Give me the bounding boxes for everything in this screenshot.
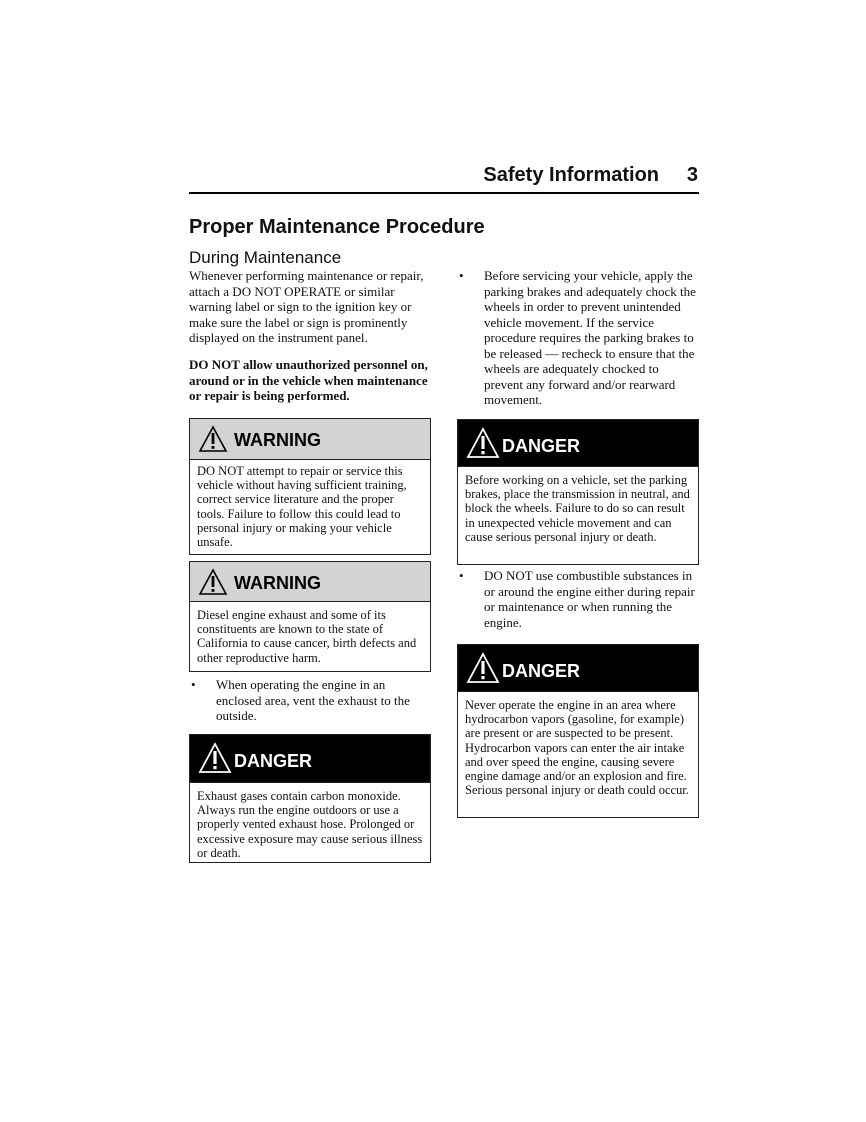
- danger-header: [458, 645, 698, 692]
- danger-body: [458, 467, 698, 548]
- danger-header: [190, 735, 430, 783]
- danger-box-hydrocarbon-vapors: [457, 644, 699, 818]
- bullet-item-vent-exhaust: [189, 677, 431, 724]
- header-title: Safety Information: [483, 164, 659, 186]
- danger-header: [458, 420, 698, 467]
- warning-body: [190, 602, 430, 669]
- bullet-symbol: •: [459, 568, 464, 583]
- danger-body: [458, 692, 698, 801]
- danger-body: [190, 783, 430, 864]
- danger-triangle-icon: [466, 427, 500, 459]
- bullet-symbol: •: [191, 677, 196, 692]
- section-subtitle: During Maintenance: [189, 248, 342, 267]
- danger-box-carbon-monoxide: [189, 734, 431, 863]
- danger-text: Exhaust gases contain carbon monoxide. Always run the engine outdoors or use a properly vented exhaust hose. Prolonged or excessive exposure may cause serious illness or death.: [197, 789, 423, 860]
- page-header: [189, 162, 699, 194]
- warning-header: [190, 419, 430, 460]
- danger-triangle-icon: [198, 742, 232, 774]
- warning-triangle-icon: [198, 425, 228, 453]
- danger-box-vehicle-movement: [457, 419, 699, 565]
- warning-body: [190, 460, 430, 553]
- warning-header: [190, 562, 430, 602]
- danger-label: DANGER: [502, 436, 581, 456]
- page-number: 3: [686, 164, 698, 186]
- warning-triangle-icon: [198, 568, 228, 596]
- bullet-text: Before servicing your vehicle, apply the parking brakes and adequately chock the wheels in order to prevent unintended vehicle movement. If the service procedure requires the parking brakes to be released — recheck to ensure that the wheels are adequately chocked to prevent any forward and/or rearward movement.: [484, 268, 696, 407]
- warning-text: Diesel engine exhaust and some of its constituents are known to the state of California to cause cancer, birth defects and other reproductive harm.: [197, 608, 417, 665]
- section-title: Proper Maintenance Procedure: [189, 216, 485, 238]
- bullet-item-combustible: [457, 568, 699, 630]
- danger-label: DANGER: [502, 661, 581, 681]
- intro-paragraph: Whenever performing maintenance or repair, attach a DO NOT OPERATE or similar warning label or sign to the ignition key or make sure the label or sign is prominently displayed on the instrument panel.: [189, 268, 424, 345]
- bullet-text: When operating the engine in an enclosed area, vent the exhaust to the outside.: [216, 677, 410, 723]
- warning-label: WARNING: [234, 573, 321, 593]
- bullet-text: DO NOT use combustible substances in or around the engine either during repair or maintenance or when running the engine.: [484, 568, 695, 630]
- warning-label: WARNING: [234, 430, 321, 450]
- danger-text: Before working on a vehicle, set the parking brakes, place the transmission in neutral, and block the wheels. Failure to do so can result in unexpected vehicle movement and can cause serious personal injury or death.: [465, 473, 690, 544]
- bullet-symbol: •: [459, 268, 464, 283]
- danger-text: Never operate the engine in an area where hydrocarbon vapors (gasoline, for example) are present or are suspected to be present. Hydrocarbon vapors can enter the air intake and over speed the engine, causing severe engine damage and/or an explosion and fire. Serious personal injury or death could occur.: [465, 698, 689, 798]
- bullet-item-parking-brakes: [457, 268, 699, 408]
- warning-text: DO NOT attempt to repair or service this vehicle without having sufficient training, correct service literature and the proper tools. Failure to follow this could lead to personal injury or making your vehicle unsafe.: [197, 464, 407, 550]
- warning-box-exhaust: [189, 561, 431, 672]
- danger-triangle-icon: [466, 652, 500, 684]
- danger-label: DANGER: [234, 751, 313, 771]
- bold-note: DO NOT allow unauthorized personnel on, around or in the vehicle when maintenance or repair is being performed.: [189, 357, 428, 403]
- warning-box-training: [189, 418, 431, 555]
